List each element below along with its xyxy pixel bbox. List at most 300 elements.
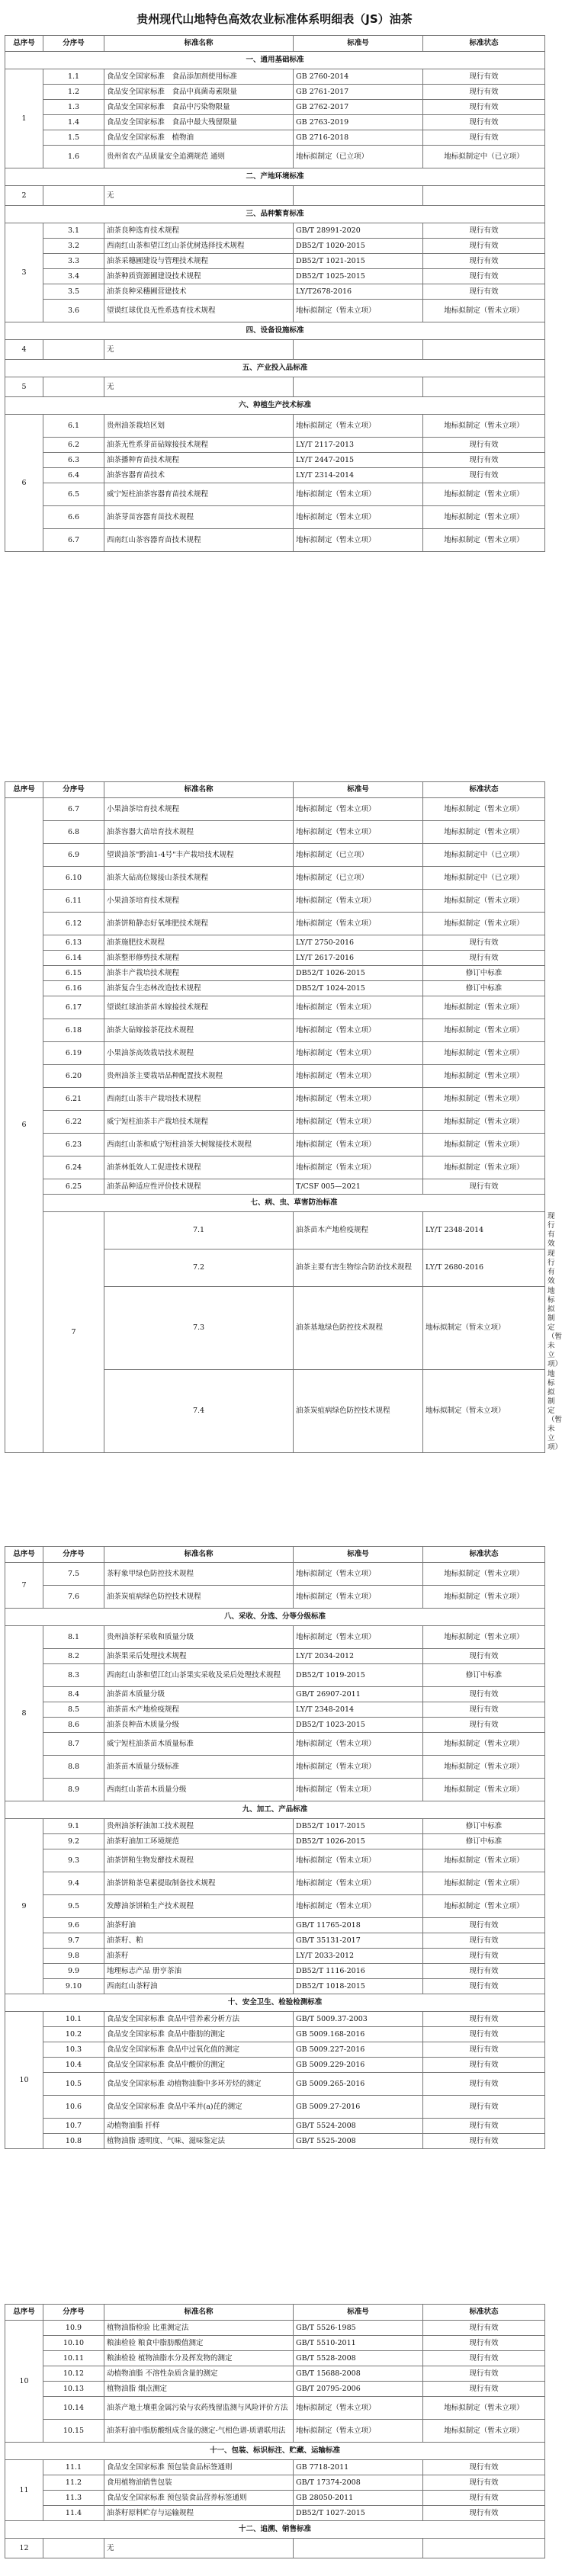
section-heading: 九、加工、产品标准 <box>5 1801 545 1819</box>
table-row <box>5 186 545 206</box>
standard-name-cell: 油茶丰产栽培技术规程 <box>104 966 294 981</box>
column-header: 标准号 <box>294 2305 423 2321</box>
sub-number-cell: 3.5 <box>43 284 104 300</box>
standard-status-cell: 现行有效 <box>423 2460 545 2475</box>
sub-number-cell: 9.2 <box>43 1834 104 1849</box>
column-header: 标准名称 <box>104 1547 294 1563</box>
standard-code-cell: GB/T 5525-2008 <box>294 2134 423 2149</box>
standard-name-cell: 油茶苗木质量分级标准 <box>104 1756 294 1779</box>
section-heading: 六、种植生产技术标准 <box>5 397 545 415</box>
standard-code-cell: 地标拟制定（暂未立项） <box>294 1586 423 1609</box>
section-heading-row <box>5 1609 545 1626</box>
standard-name-cell: 贵州油茶栽培区划 <box>104 415 294 438</box>
standard-code-cell: 地标拟制定（暂未立项） <box>294 415 423 438</box>
standard-code-cell: GB/T 5524-2008 <box>294 2119 423 2134</box>
standard-status-cell: 现行有效 <box>423 239 545 254</box>
standard-status-cell: 地标拟制定（暂未立项） <box>423 821 545 844</box>
table-row: 7.3 油茶基地绿色防控技术规程 地标拟制定（暂未立项） 地标拟制定（暂未立项） <box>5 1287 545 1370</box>
standard-status-cell: 地标拟制定（暂未立项） <box>423 1111 545 1134</box>
sub-number-cell: 10.5 <box>43 2073 104 2096</box>
standard-code-cell: GB 2763-2019 <box>294 115 423 130</box>
standard-status-cell: 现行有效 <box>423 2119 545 2134</box>
sub-number-cell: 3.2 <box>43 239 104 254</box>
table-row <box>5 453 545 468</box>
column-header: 标准号 <box>294 1547 423 1563</box>
section-heading: 一、通用基础标准 <box>5 52 545 69</box>
standard-status-cell: 现行有效 <box>423 1718 545 1733</box>
standard-name-cell: 无 <box>104 2539 294 2558</box>
table-header-row <box>5 1547 545 1563</box>
standard-name-cell: 油茶果采后处理技术规程 <box>104 1649 294 1664</box>
table-row <box>5 300 545 322</box>
standard-code-cell <box>294 2539 423 2558</box>
standard-code-cell: DB52/T 1023-2015 <box>294 1718 423 1733</box>
standard-name-cell: 威宁短柱油茶苗木质量标准 <box>104 1733 294 1756</box>
total-number-cell: 8 <box>5 1626 43 1801</box>
standard-name-cell: 威宁短柱油茶容器育苗技术规程 <box>104 483 294 506</box>
standard-status-cell: 修订中标准 <box>423 1664 545 1687</box>
total-number-cell: 4 <box>5 340 43 360</box>
standard-name-cell: 油茶苗木产地检疫规程 <box>294 1212 423 1250</box>
table-row <box>5 1756 545 1779</box>
standard-status-cell: 修订中标准 <box>423 1834 545 1849</box>
table-row: 7.2 油茶主要有害生物综合防治技术规程 LY/T 2680-2016 现行有效 <box>5 1250 545 1287</box>
column-header: 总序号 <box>5 1547 43 1563</box>
standard-code-cell: DB52/T 1025-2015 <box>294 269 423 284</box>
standard-code-cell: T/CSF 005—2021 <box>294 1179 423 1195</box>
standard-code-cell: 地标拟制定（暂未立项） <box>294 1134 423 1156</box>
standard-code-cell: 地标拟制定（暂未立项） <box>294 1088 423 1111</box>
standards-table-block <box>5 781 562 1453</box>
standard-name-cell: 油茶大砧嫁接茶花技术规程 <box>104 1019 294 1042</box>
standards-table-block <box>5 2304 545 2558</box>
sub-number-cell: 6.4 <box>43 468 104 483</box>
standard-code-cell: 地标拟制定（暂未立项） <box>294 996 423 1019</box>
standard-name-cell: 油茶籽、粕 <box>104 1933 294 1949</box>
sub-number-cell: 1.5 <box>43 130 104 146</box>
sub-number-cell: 10.13 <box>43 2382 104 2397</box>
standard-code-cell: 地标拟制定（暂未立项） <box>294 1872 423 1895</box>
sub-number-cell: 10.3 <box>43 2042 104 2058</box>
sub-number-cell: 8.2 <box>43 1649 104 1664</box>
column-header: 总序号 <box>5 36 43 52</box>
standard-code-cell: 地标拟制定（暂未立项） <box>423 1370 545 1453</box>
sub-number-cell: 9.10 <box>43 1979 104 1994</box>
standard-status-cell: 地标拟制定（暂未立项） <box>423 996 545 1019</box>
standard-code-cell: DB52/T 1027-2015 <box>294 2506 423 2521</box>
table-row <box>5 1019 545 1042</box>
standard-code-cell: 地标拟制定（暂未立项） <box>294 1733 423 1756</box>
standard-name-cell: 油茶复合生态林改造技术规程 <box>104 981 294 996</box>
sub-number-cell: 7.6 <box>43 1586 104 1609</box>
standard-name-cell: 食品安全国家标准 动植物油脂中多环芳烃的测定 <box>104 2073 294 2096</box>
standard-code-cell: 地标拟制定（暂未立项） <box>294 1626 423 1649</box>
standard-status-cell: 地标拟制定（暂未立项） <box>423 1042 545 1065</box>
standard-status-cell: 现行有效 <box>423 69 545 85</box>
standard-code-cell: 地标拟制定（已立项） <box>294 146 423 168</box>
standard-status-cell: 地标拟制定（暂未立项） <box>423 1895 545 1918</box>
standard-name-cell: 食品安全国家标准 食品中污染物限量 <box>104 100 294 115</box>
table-row <box>5 1779 545 1801</box>
table-row <box>5 340 545 360</box>
standard-name-cell: 粮油检验 粮食中脂肪酸值测定 <box>104 2336 294 2351</box>
sub-number-cell: 6.21 <box>43 1088 104 1111</box>
standard-name-cell: 地理标志产品 册亨茶油 <box>104 1964 294 1979</box>
table-row <box>5 981 545 996</box>
column-header: 标准号 <box>294 782 423 798</box>
standard-code-cell: LY/T 2314-2014 <box>294 468 423 483</box>
table-row <box>5 2096 545 2119</box>
sub-number-cell <box>43 377 104 397</box>
sub-number-cell: 7.5 <box>43 1563 104 1586</box>
standard-status-cell: 地标拟制定（暂未立项） <box>423 1019 545 1042</box>
column-header: 标准名称 <box>104 782 294 798</box>
table-row <box>5 254 545 269</box>
table-row <box>5 2058 545 2073</box>
standard-name-cell: 油茶基地绿色防控技术规程 <box>294 1287 423 1370</box>
standard-name-cell: 贵州油茶籽采收和质量分级 <box>104 1626 294 1649</box>
table-row <box>5 1134 545 1156</box>
table-row <box>5 2539 545 2558</box>
standard-name-cell: 油茶播种育苗技术规程 <box>104 453 294 468</box>
standard-code-cell: DB52/T 1021-2015 <box>294 254 423 269</box>
standard-status-cell: 现行有效 <box>423 951 545 966</box>
table-row <box>5 1626 545 1649</box>
sub-number-cell: 7.2 <box>104 1250 294 1287</box>
sub-number-cell: 6.1 <box>43 415 104 438</box>
table-row <box>5 913 545 935</box>
standard-status-cell: 地标拟制定（暂未立项） <box>423 1733 545 1756</box>
sub-number-cell: 8.6 <box>43 1718 104 1733</box>
section-heading-row <box>5 397 545 415</box>
standard-code-cell: 地标拟制定（暂未立项） <box>294 1019 423 1042</box>
table-row <box>5 2491 545 2506</box>
table-row <box>5 1949 545 1964</box>
table-row <box>5 130 545 146</box>
sub-number-cell: 1.2 <box>43 85 104 100</box>
standard-name-cell: 动植物油脂 不溶性杂质含量的测定 <box>104 2366 294 2382</box>
standard-code-cell: GB 5009.27-2016 <box>294 2096 423 2119</box>
table-header-row <box>5 36 545 52</box>
standard-code-cell: LY/T 2034-2012 <box>294 1649 423 1664</box>
sub-number-cell: 6.14 <box>43 951 104 966</box>
table-row <box>5 1156 545 1179</box>
standard-name-cell: 粮油检验 植物油脂水分及挥发物的测定 <box>104 2351 294 2366</box>
table-row <box>5 1979 545 1994</box>
document-title: 贵州现代山地特色高效农业标准体系明细表（JS）油茶 <box>136 12 413 26</box>
sub-number-cell: 7.4 <box>104 1370 294 1453</box>
table-row <box>5 821 545 844</box>
sub-number-cell <box>43 186 104 206</box>
sub-number-cell: 8.7 <box>43 1733 104 1756</box>
sub-number-cell: 6.2 <box>43 438 104 453</box>
table-row <box>5 377 545 397</box>
sub-number-cell: 6.24 <box>43 1156 104 1179</box>
standard-name-cell: 西南红山茶籽油 <box>104 1979 294 1994</box>
standard-status-cell: 地标拟制定（暂未立项） <box>423 1779 545 1801</box>
table-header-row <box>5 782 545 798</box>
standard-status-cell: 地标拟制定（暂未立项） <box>423 1586 545 1609</box>
total-number-cell: 3 <box>5 223 43 322</box>
standard-code-cell: 地标拟制定（暂未立项） <box>294 2397 423 2420</box>
standard-name-cell: 植物油脂 透明度、气味、滋味鉴定法 <box>104 2134 294 2149</box>
sub-number-cell: 8.3 <box>43 1664 104 1687</box>
column-header: 标准名称 <box>104 2305 294 2321</box>
standard-code-cell: GB 5009.168-2016 <box>294 2027 423 2042</box>
standard-name-cell: 贵州油茶主要栽培品种配置技术规程 <box>104 1065 294 1088</box>
standard-status-cell <box>423 340 545 360</box>
sub-number-cell: 6.25 <box>43 1179 104 1195</box>
standard-name-cell: 油茶炭疽病绿色防控技术规程 <box>294 1370 423 1453</box>
standard-status-cell: 现行有效 <box>423 453 545 468</box>
standard-name-cell: 油茶籽油 <box>104 1918 294 1933</box>
standard-name-cell: 油茶饼粕静态好氧堆肥技术规程 <box>104 913 294 935</box>
standard-name-cell: 食品安全国家标准 食品中脂肪的测定 <box>104 2027 294 2042</box>
standard-name-cell: 动植物油脂 扦样 <box>104 2119 294 2134</box>
standard-status-cell <box>423 2539 545 2558</box>
standard-code-cell: GB/T 5510-2011 <box>294 2336 423 2351</box>
sub-number-cell: 11.2 <box>43 2475 104 2491</box>
standard-status-cell: 地标拟制定（暂未立项） <box>423 1849 545 1872</box>
section-heading-row <box>5 168 545 186</box>
sub-number-cell: 3.1 <box>43 223 104 239</box>
standard-status-cell: 地标拟制定（暂未立项） <box>423 1563 545 1586</box>
table-row <box>5 483 545 506</box>
standard-name-cell: 威宁短柱油茶丰产栽培技术规程 <box>104 1111 294 1134</box>
standard-name-cell: 油茶籽油加工环境规范 <box>104 1834 294 1849</box>
sub-number-cell: 1.6 <box>43 146 104 168</box>
table-row <box>5 867 545 890</box>
standard-name-cell: 植物油脂检验 比重测定法 <box>104 2321 294 2336</box>
table-row: 7.4 油茶炭疽病绿色防控技术规程 地标拟制定（暂未立项） 地标拟制定（暂未立项） <box>5 1370 545 1453</box>
standard-code-cell: GB/T 15688-2008 <box>294 2366 423 2382</box>
total-number-cell: 7 <box>43 1212 104 1453</box>
table-row <box>5 890 545 913</box>
standard-code-cell <box>294 186 423 206</box>
section-heading: 八、采收、分选、分等分级标准 <box>5 1609 545 1626</box>
standard-status-cell: 现行有效 <box>423 2027 545 2042</box>
standard-status-cell: 现行有效 <box>423 130 545 146</box>
standard-status-cell: 现行有效 <box>423 1964 545 1979</box>
standard-status-cell: 修订中标准 <box>423 1819 545 1834</box>
standard-status-cell: 现行有效 <box>423 1702 545 1718</box>
standard-name-cell: 西南红山茶和望江红山茶优树选择技术规程 <box>104 239 294 254</box>
column-header: 标准状态 <box>423 2305 545 2321</box>
standard-code-cell: 地标拟制定（暂未立项） <box>294 821 423 844</box>
standard-name-cell: 小果油茶培育技术规程 <box>104 890 294 913</box>
standard-name-cell: 无 <box>104 186 294 206</box>
standard-name-cell: 无 <box>104 340 294 360</box>
sub-number-cell: 6.17 <box>43 996 104 1019</box>
total-number-cell: 9 <box>5 1819 43 1994</box>
standard-status-cell: 现行有效 <box>423 2382 545 2397</box>
standard-code-cell: GB 5009.227-2016 <box>294 2042 423 2058</box>
section-heading-row <box>5 360 545 377</box>
table-row <box>5 966 545 981</box>
section-heading: 七、病、虫、草害防治标准 <box>43 1195 545 1212</box>
standard-status-cell: 现行有效 <box>423 2336 545 2351</box>
standard-name-cell: 望谟油茶"黔油1-4号"丰产栽培技术规程 <box>104 844 294 867</box>
sub-number-cell: 6.8 <box>43 821 104 844</box>
standard-code-cell: DB52/T 1116-2016 <box>294 1964 423 1979</box>
table-row <box>5 1872 545 1895</box>
standard-status-cell: 现行有效 <box>423 2012 545 2027</box>
standard-status-cell: 修订中标准 <box>423 966 545 981</box>
sub-number-cell: 10.14 <box>43 2397 104 2420</box>
standard-name-cell: 油茶苗木产地检疫规程 <box>104 1702 294 1718</box>
standard-status-cell: 现行有效 <box>423 2134 545 2149</box>
standard-code-cell: GB/T 26907-2011 <box>294 1687 423 1702</box>
table-row <box>5 146 545 168</box>
section-heading-row <box>5 1801 545 1819</box>
table-row <box>5 69 545 85</box>
section-heading-row <box>5 52 545 69</box>
sub-number-cell: 9.8 <box>43 1949 104 1964</box>
standard-status-cell: 现行有效 <box>423 2506 545 2521</box>
standard-status-cell: 现行有效 <box>423 100 545 115</box>
standard-status-cell: 现行有效 <box>423 85 545 100</box>
table-row <box>5 1088 545 1111</box>
standard-name-cell: 食品安全国家标准 食品中最大残留限量 <box>104 115 294 130</box>
section-heading: 十一、包装、标识标注、贮藏、运输标准 <box>5 2443 545 2460</box>
standard-status-cell: 现行有效 <box>423 2058 545 2073</box>
standard-code-cell: 地标拟制定（已立项） <box>294 844 423 867</box>
standard-status-cell: 现行有效 <box>423 468 545 483</box>
standard-name-cell: 小果油茶培育技术规程 <box>104 798 294 821</box>
sub-number-cell: 11.4 <box>43 2506 104 2521</box>
table-row <box>5 2321 545 2336</box>
table-row <box>5 1179 545 1195</box>
sub-number-cell: 9.3 <box>43 1849 104 1872</box>
sub-number-cell: 6.6 <box>43 506 104 529</box>
standard-status-cell: 地标拟制定（暂未立项） <box>423 2420 545 2443</box>
standard-status-cell: 现行有效 <box>423 1933 545 1949</box>
table-row <box>5 415 545 438</box>
sub-number-cell: 6.19 <box>43 1042 104 1065</box>
standard-status-cell: 地标拟制定中（已立项） <box>423 146 545 168</box>
section-heading-row <box>5 2443 545 2460</box>
total-number-cell: 5 <box>5 377 43 397</box>
standard-code-cell: GB/T 11765-2018 <box>294 1918 423 1933</box>
sub-number-cell: 6.13 <box>43 935 104 951</box>
standard-name-cell: 油茶大砧高位嫁接山茶技术规程 <box>104 867 294 890</box>
standard-name-cell: 油茶品种适应性评价技术规程 <box>104 1179 294 1195</box>
standard-name-cell: 油茶施肥技术规程 <box>104 935 294 951</box>
sub-number-cell: 10.1 <box>43 2012 104 2027</box>
standard-code-cell: 地标拟制定（暂未立项） <box>294 890 423 913</box>
table-row <box>5 1664 545 1687</box>
table-row <box>5 2336 545 2351</box>
standard-code-cell: 地标拟制定（暂未立项） <box>294 1895 423 1918</box>
standard-name-cell: 油茶籽原料贮存与运输规程 <box>104 2506 294 2521</box>
sub-number-cell: 1.1 <box>43 69 104 85</box>
standard-code-cell: 地标拟制定（暂未立项） <box>294 1849 423 1872</box>
column-header: 分序号 <box>43 1547 104 1563</box>
standard-code-cell: LY/T 2617-2016 <box>294 951 423 966</box>
table-row <box>5 2460 545 2475</box>
sub-number-cell: 10.12 <box>43 2366 104 2382</box>
total-number-cell: 6 <box>5 798 43 1453</box>
standard-name-cell: 油茶苗木质量分级 <box>104 1687 294 1702</box>
standard-code-cell: GB 2716-2018 <box>294 130 423 146</box>
table-row <box>5 1933 545 1949</box>
standard-code-cell: 地标拟制定（暂未立项） <box>294 300 423 322</box>
column-header: 标准状态 <box>423 36 545 52</box>
table-row <box>5 2420 545 2443</box>
table-row <box>5 239 545 254</box>
total-number-cell: 1 <box>5 69 43 168</box>
sub-number-cell: 6.16 <box>43 981 104 996</box>
table-row <box>5 2397 545 2420</box>
sub-number-cell: 11.1 <box>43 2460 104 2475</box>
standard-status-cell: 地标拟制定中（已立项） <box>423 867 545 890</box>
standard-code-cell: GB 2762-2017 <box>294 100 423 115</box>
standard-status-cell: 地标拟制定（暂未立项） <box>423 913 545 935</box>
section-heading: 十二、追溯、销售标准 <box>5 2521 545 2539</box>
sub-number-cell: 8.1 <box>43 1626 104 1649</box>
standard-code-cell: LY/T 2117-2013 <box>294 438 423 453</box>
standard-name-cell: 望谟红球油茶苗木嫁接技术规程 <box>104 996 294 1019</box>
standard-name-cell: 贵州省农产品质量安全追溯规范 通则 <box>104 146 294 168</box>
sub-number-cell: 6.23 <box>43 1134 104 1156</box>
standard-code-cell: LY/T 2348-2014 <box>423 1212 545 1250</box>
total-number-cell: 10 <box>5 2012 43 2149</box>
standard-name-cell: 油茶整形修剪技术规程 <box>104 951 294 966</box>
standard-code-cell: GB/T 20795-2006 <box>294 2382 423 2397</box>
table-row <box>5 438 545 453</box>
table-row <box>5 115 545 130</box>
table-row <box>5 935 545 951</box>
table-row <box>5 2475 545 2491</box>
column-header: 标准状态 <box>423 1547 545 1563</box>
standard-status-cell: 地标拟制定（暂未立项） <box>423 798 545 821</box>
standard-status-cell: 地标拟制定（暂未立项） <box>423 1156 545 1179</box>
column-header: 总序号 <box>5 782 43 798</box>
standard-status-cell: 地标拟制定（暂未立项） <box>423 1872 545 1895</box>
column-header: 标准号 <box>294 36 423 52</box>
sub-number-cell: 10.11 <box>43 2351 104 2366</box>
standard-status-cell: 现行有效 <box>423 1687 545 1702</box>
standard-name-cell: 油茶采穗圃建设与管理技术规程 <box>104 254 294 269</box>
standard-status-cell: 现行有效 <box>423 2366 545 2382</box>
standard-code-cell: 地标拟制定（暂未立项） <box>294 506 423 529</box>
standard-status-cell: 现行有效 <box>423 2321 545 2336</box>
standard-status-cell: 地标拟制定（暂未立项） <box>423 506 545 529</box>
column-header: 标准名称 <box>104 36 294 52</box>
standard-code-cell: DB52/T 1024-2015 <box>294 981 423 996</box>
standard-name-cell: 西南红山茶容器育苗技术规程 <box>104 529 294 552</box>
standard-name-cell: 西南红山茶和威宁短柱油茶大树嫁接技术规程 <box>104 1134 294 1156</box>
standard-code-cell: DB52/T 1020-2015 <box>294 239 423 254</box>
standard-code-cell: LY/T2678-2016 <box>294 284 423 300</box>
table-row <box>5 2027 545 2042</box>
standard-name-cell: 食品安全国家标准 预包装食品营养标签通则 <box>104 2491 294 2506</box>
standard-code-cell: LY/T 2033-2012 <box>294 1949 423 1964</box>
standard-code-cell: LY/T 2680-2016 <box>423 1250 545 1287</box>
sub-number-cell: 6.5 <box>43 483 104 506</box>
section-heading-row <box>5 1994 545 2012</box>
standard-status-cell: 地标拟制定（暂未立项） <box>423 1088 545 1111</box>
standard-code-cell: DB52/T 1026-2015 <box>294 1834 423 1849</box>
standard-code-cell: 地标拟制定（暂未立项） <box>294 483 423 506</box>
standard-code-cell <box>294 377 423 397</box>
standard-name-cell: 油茶主要有害生物综合防治技术规程 <box>294 1250 423 1287</box>
standard-status-cell: 现行有效 <box>423 2073 545 2096</box>
sub-number-cell: 6.22 <box>43 1111 104 1134</box>
standard-status-cell: 现行有效 <box>423 284 545 300</box>
table-row <box>5 1849 545 1872</box>
table-row <box>5 506 545 529</box>
